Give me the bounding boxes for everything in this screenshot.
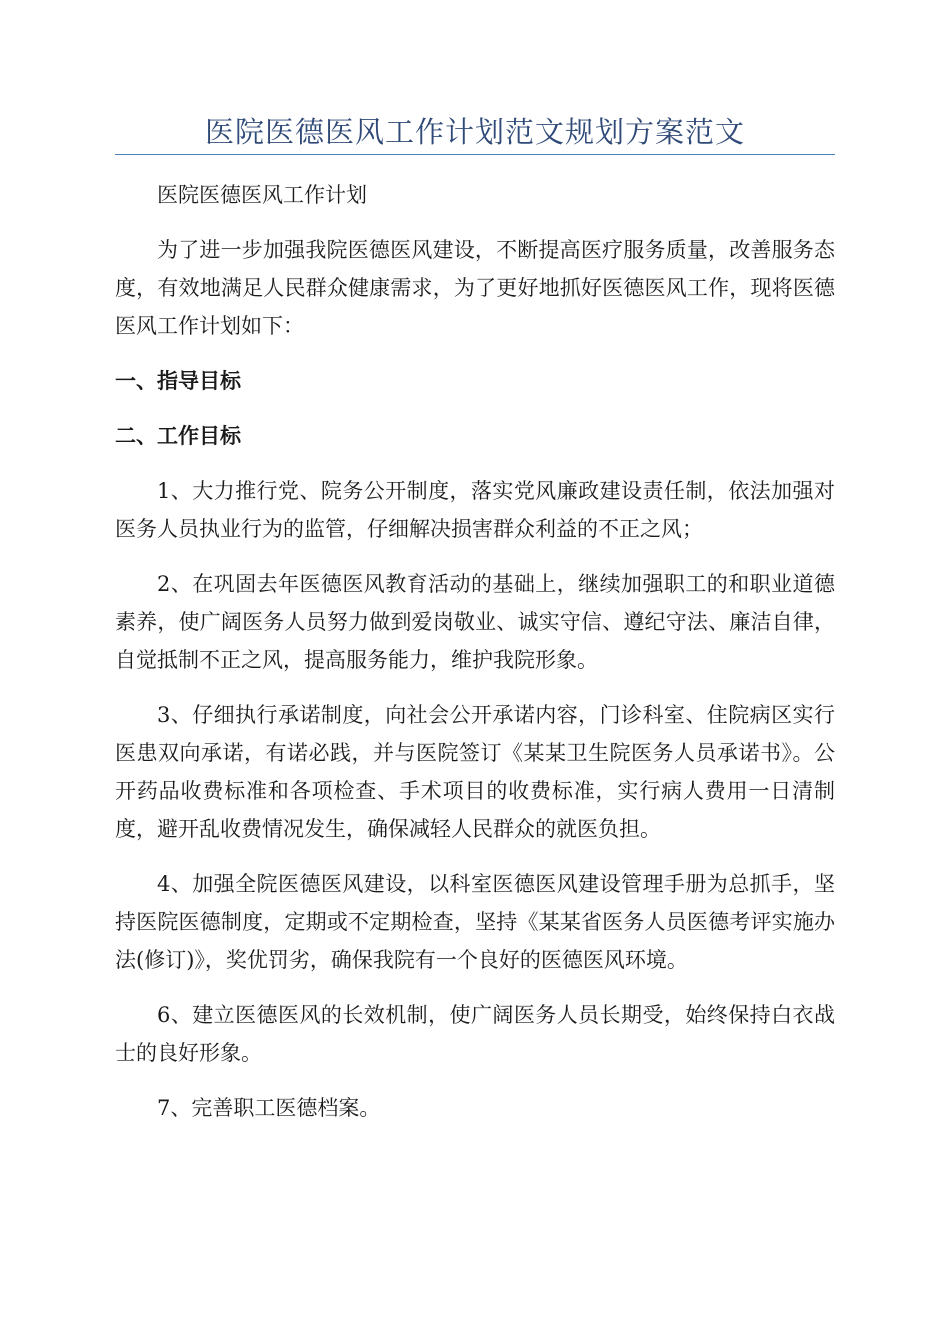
goal-item-3: 3、仔细执行承诺制度，向社会公开承诺内容，门诊科室、住院病区实行医患双向承诺，有诺必践，并与医院签订《某某卫生院医务人员承诺书》。公开药品收费标准和各项检查、手术项目的收费标准，实行病人费用一日清制度，避开乱收费情况发生，确保减轻人民群众的就医负担。	[115, 703, 835, 841]
goal-item-6: 6、建立医德医风的长效机制，使广阔医务人员长期受，始终保持白衣战士的良好形象。	[115, 1003, 835, 1065]
goal-item-2: 2、在巩固去年医德医风教育活动的基础上，继续加强职工的和职业道德素养，使广阔医务人员努力做到爱岗敬业、诚实守信、遵纪守法、廉洁自律，自觉抵制不正之风，提高服务能力，维护我院形象。	[115, 572, 835, 672]
goal-item-4: 4、加强全院医德医风建设，以科室医德医风建设管理手册为总抓手，坚持医院医德制度，定期或不定期检查，坚持《某某省医务人员医德考评实施办法(修订)》，奖优罚劣，确保我院有一个良好的医德医风环境。	[115, 872, 835, 972]
goal-item-1: 1、大力推行党、院务公开制度，落实党风廉政建设责任制，依法加强对医务人员执业行为的监管，仔细解决损害群众利益的不正之风；	[115, 479, 835, 541]
section-heading-guidance: 一、指导目标	[115, 369, 241, 393]
section-heading-goals: 二、工作目标	[115, 424, 241, 448]
title-underline	[115, 154, 835, 155]
document-body	[115, 176, 835, 1144]
goal-item-7: 7、完善职工医德档案。	[157, 1096, 381, 1120]
document-subtitle: 医院医德医风工作计划	[157, 183, 367, 207]
document-title: 医院医德医风工作计划范文规划方案范文	[204, 115, 745, 149]
intro-paragraph: 为了进一步加强我院医德医风建设，不断提高医疗服务质量，改善服务态度，有效地满足人民群众健康需求，为了更好地抓好医德医风工作，现将医德医风工作计划如下：	[115, 238, 835, 338]
